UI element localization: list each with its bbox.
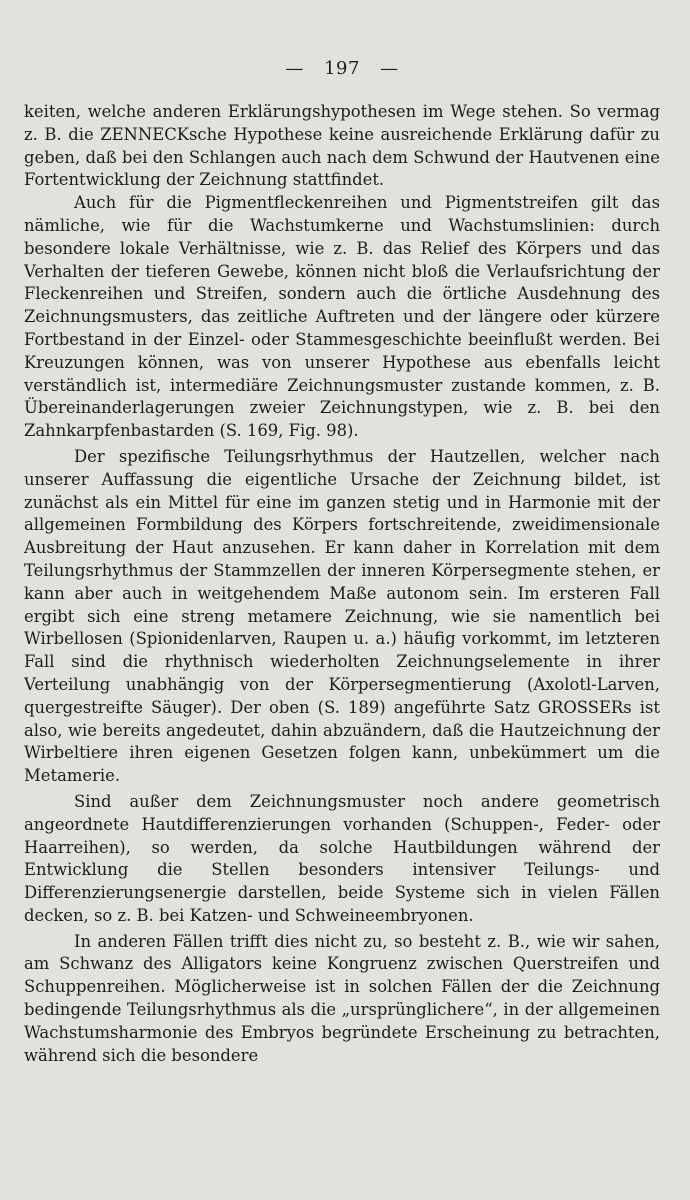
paragraph-pigment: Auch für die Pigmentfleckenreihen und Pigmentstreifen gilt das nämliche, wie für die Wachstumkerne und Wachstumslinien: durch besondere lokale Verhältnisse, wie z. B. das Relief des Körpers und das Verhalten der tieferen Gewebe, können nicht bloß die Verlaufsrichtung der Fleckenreihen und Streifen, sondern auch die örtliche Ausdehnung des Zeichnungsmusters, das zeitliche Auftreten und der längere oder kürzere Fortbestand in der Einzel- oder Stammesgeschichte beeinflußt werden. Bei Kreuzungen können, was von unserer Hypothese aus ebenfalls leicht verständlich ist, intermediäre Zeichnungsmuster zustande kommen, z. B. Übereinanderlagerungen zweier Zeichnungstypen, wie z. B. bei den Zahnkarpfenbastarden (S. 169, Fig. 98). [24, 193, 660, 441]
paragraph-continued: keiten, welche anderen Erklärungshypothesen im Wege stehen. So vermag z. B. die ZENNECKsche Hypothese keine ausreichende Erklärung dafür zu geben, daß bei den Schlangen auch nach dem Schwund der Hautvenen eine Fortentwicklung der Zeichnung stattfindet. [24, 102, 660, 190]
paragraph-hautdifferenzierungen: Sind außer dem Zeichnungsmuster noch andere geometrisch angeordnete Hautdifferenzierungen vorhanden (Schuppen-, Feder- oder Haarreihen), so werden, da solche Hautbildungen während der Entwicklung die Stellen besonders intensiver Teilungs- und Differenzierungsenergie darstellen, beide Systeme sich in vielen Fällen decken, so z. B. bei Katzen- und Schweineembryonen. [24, 791, 660, 925]
page-number: 197 [324, 58, 360, 79]
header-dash-right: — [380, 58, 399, 79]
page-header [24, 58, 660, 79]
paragraph-alligator: In anderen Fällen trifft dies nicht zu, so besteht z. B., wie wir sahen, am Schwanz des Alligators keine Kongruenz zwischen Querstreifen und Schuppenreihen. Möglicherweise ist in solchen Fällen der die Zeichnung bedingende Teilungsrhythmus als die „ursprünglichere“, in der allgemeinen Wachstumsharmonie des Embryos begründete Erscheinung zu betrachten, während sich die besondere [24, 931, 660, 1065]
body-text [24, 101, 660, 1067]
header-dash-left: — [285, 58, 304, 79]
paragraph-teilungsrhythmus: Der spezifische Teilungsrhythmus der Hautzellen, welcher nach unserer Auffassung die eigentliche Ursache der Zeichnung bildet, ist zunächst als ein Mittel für eine im ganzen stetig und in Harmonie mit der allgemeinen Formbildung des Körpers fortschreitende, zweidimensionale Ausbreitung der Haut anzusehen. Er kann daher in Korrelation mit dem Teilungsrhythmus der Stammzellen der inneren Körpersegmente stehen, er kann aber auch in weitgehendem Maße autonom sein. Im ersteren Fall ergibt sich eine streng metamere Zeichnung, wie sie namentlich bei Wirbellosen (Spionidenlarven, Raupen u. a.) häufig vorkommt, im letzteren Fall sind die rhythnisch wiederholten Zeichnungselemente in ihrer Verteilung unabhängig von der Körpersegmentierung (Axolotl-Larven, quergestreifte Säuger). Der oben (S. 189) angeführte Satz GROSSERs ist also, wie bereits angedeutet, dahin abzuändern, daß die Hautzeichnung der Wirbeltiere ihren eigenen Gesetzen folgen kann, unbekümmert um die Metamerie. [24, 446, 660, 786]
